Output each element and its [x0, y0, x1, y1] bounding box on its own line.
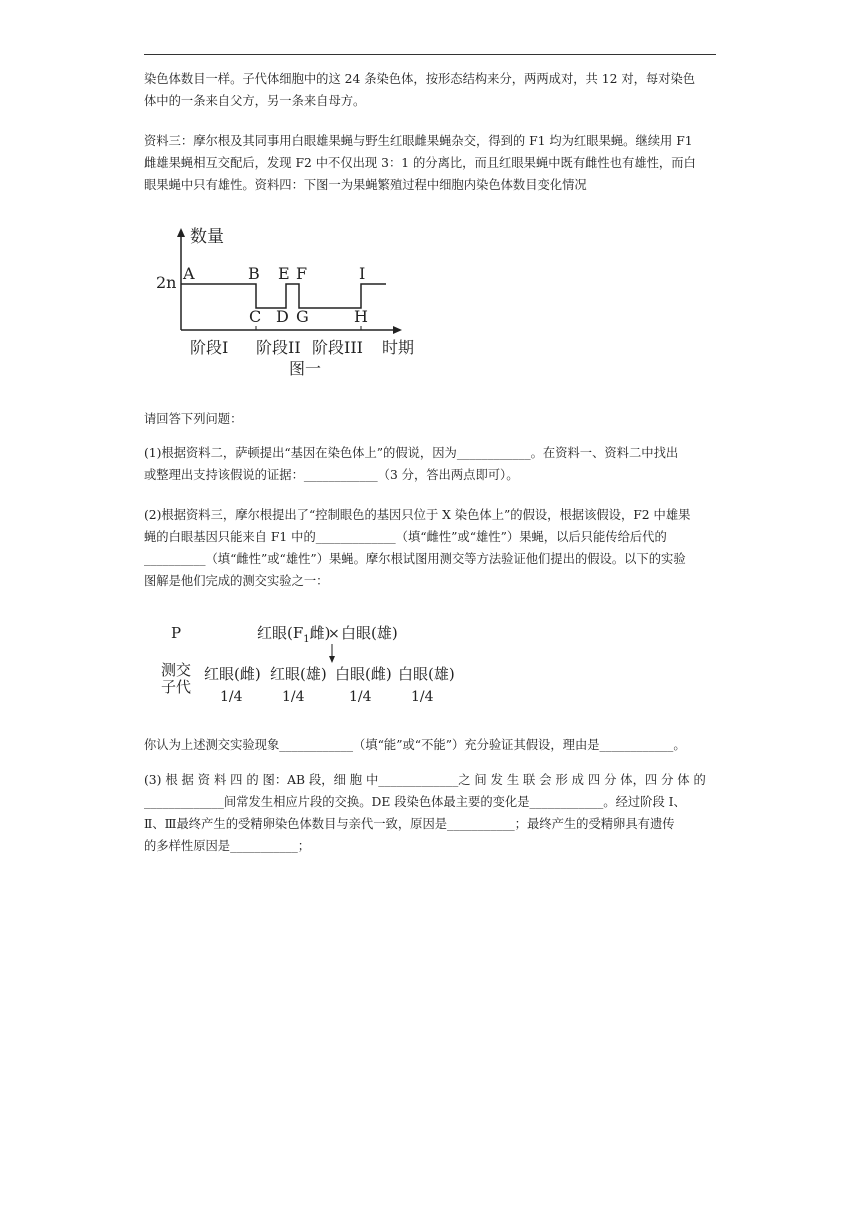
- q3-line: (3) 根 据 资 料 四 的 图：AB 段，细 胞 中_____________之 间 发 生 联 会 形 成 四 分 体，四 分 体 的: [144, 773, 706, 787]
- offspring-phenotype: 白眼(雌): [335, 665, 392, 683]
- offspring-phenotype: 红眼(雄): [270, 665, 327, 683]
- x-axis-label: 时期: [382, 338, 415, 357]
- q2-line: 图解是他们完成的测交实验之一：: [144, 574, 329, 588]
- point-label-i: I: [359, 264, 366, 283]
- offspring-phenotype: 白眼(雄): [398, 665, 455, 683]
- q3-line: Ⅱ、Ⅲ最终产生的受精卵染色体数目与亲代一致，原因是___________；最终产生的受精卵具有遗传: [144, 817, 675, 831]
- q1-line: (1)根据资料二，萨顿提出“基因在染色体上”的假说，因为____________。在资料一、资料二中找出: [144, 446, 679, 460]
- down-arrow-icon: [329, 656, 335, 663]
- offspring-ratio: 1/4: [220, 689, 243, 705]
- intro-line: 染色体数目一样。子代体细胞中的这 24 条染色体，按形态结构来分，两两成对，共 12 对，每对染色: [144, 72, 696, 86]
- y-axis-arrow-icon: [177, 228, 185, 237]
- prompt-text: [144, 408, 716, 430]
- q2-line: 蝇的白眼基因只能来自 F1 中的_____________（填“雌性”或“雄性”）果蝇，以后只能传给后代的: [144, 530, 667, 544]
- parent-male: 白眼(雄): [341, 624, 398, 642]
- stage-label-2: 阶段II: [256, 338, 301, 357]
- figure-caption: 图一: [289, 359, 322, 378]
- offspring-label: 测交: [161, 661, 192, 679]
- material3-paragraph: [144, 130, 716, 196]
- point-label-f: F: [296, 264, 308, 283]
- q3-line: _____________间常发生相应片段的交换。DE 段染色体最主要的变化是____________。经过阶段 I、: [144, 795, 686, 809]
- question-2b: [144, 734, 716, 756]
- header-rule: [144, 54, 716, 55]
- parent-female: 红眼($F_1$雌): [257, 624, 331, 645]
- question-2: [144, 504, 716, 592]
- point-label-e: E: [278, 264, 290, 283]
- point-label-b: B: [248, 264, 260, 283]
- q2-line: (2)根据资料三，摩尔根提出了“控制眼色的基因只位于 X 染色体上”的假设，根据该假设，F2 中雄果: [144, 508, 691, 522]
- parent-label-p: P: [171, 624, 182, 642]
- figure1-diagram: [150, 220, 430, 380]
- offspring-ratio: 1/4: [411, 689, 434, 705]
- q1-line: 或整理出支持该假说的证据：____________（3 分，答出两点即可）。: [144, 468, 519, 482]
- material3-line: 眼果蝇中只有雄性。资料四：下图一为果蝇繁殖过程中细胞内染色体数目变化情况: [144, 178, 587, 192]
- q2-line: __________（填“雌性”或“雄性”）果蝇。摩尔根试图用测交等方法验证他们提出的假设。以下的实验: [144, 552, 686, 566]
- testcross-diagram: [155, 618, 465, 708]
- point-label-d: D: [276, 307, 289, 326]
- offspring-label: 子代: [161, 678, 192, 696]
- point-label-c: C: [249, 307, 262, 326]
- cross-symbol: ×: [328, 626, 340, 642]
- point-label-h: H: [354, 307, 368, 326]
- material3-line: 资料三：摩尔根及其同事用白眼雄果蝇与野生红眼雌果蝇杂交，得到的 F1 均为红眼果蝇。继续用 F1: [144, 134, 693, 148]
- q3-line: 的多样性原因是___________；: [144, 839, 311, 853]
- question-1: [144, 442, 716, 486]
- y-axis-label: 数量: [190, 227, 224, 247]
- offspring-ratio: 1/4: [282, 689, 305, 705]
- material3-line: 雌雄果蝇相互交配后，发现 F2 中不仅出现 3：1 的分离比，而且红眼果蝇中既有雌性也有雄性，而白: [144, 156, 696, 170]
- prompt-line: 请回答下列问题：: [144, 412, 243, 426]
- point-label-a: A: [183, 264, 195, 283]
- question-3: [144, 769, 716, 857]
- q2b-line: 你认为上述测交实验现象____________（填“能”或“不能”）充分验证其假设，理由是____________。: [144, 738, 686, 752]
- stage-label-3: 阶段III: [312, 338, 363, 357]
- point-label-g: G: [296, 307, 309, 326]
- offspring-ratio: 1/4: [349, 689, 372, 705]
- stage-label-1: 阶段I: [190, 338, 229, 357]
- x-axis-arrow-icon: [393, 326, 402, 334]
- offspring-phenotype: 红眼(雌): [204, 665, 261, 683]
- chromosome-count-line: [181, 284, 386, 308]
- y-tick-2n: 2n: [156, 273, 177, 292]
- intro-line: 体中的一条来自父方，另一条来自母方。: [144, 94, 366, 108]
- intro-paragraph: [144, 68, 716, 112]
